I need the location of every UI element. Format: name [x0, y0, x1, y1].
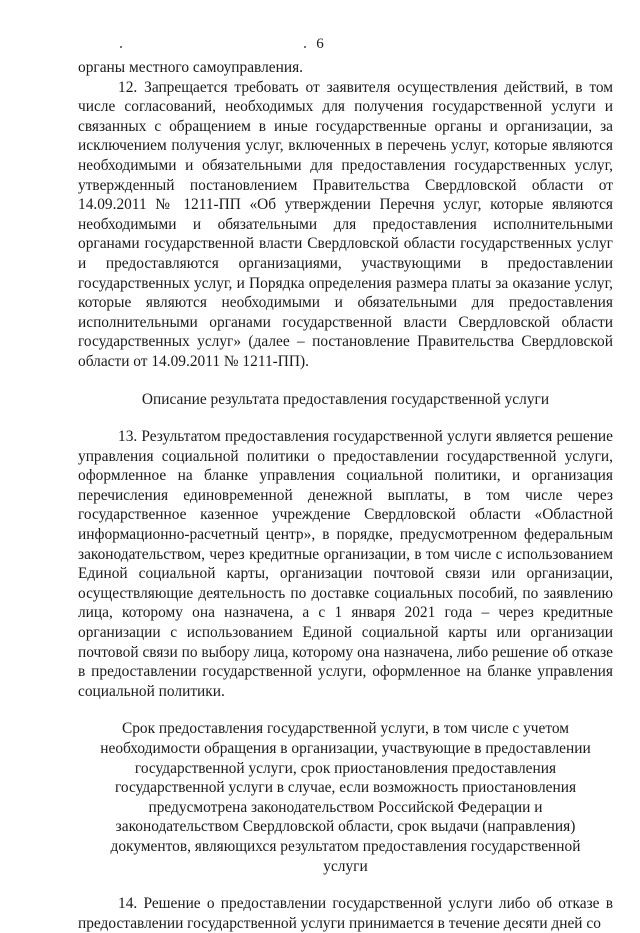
paragraph-14: 14. Решение о предоставлении государственной услуги либо об отказе в предоставлении государственной услуги принимается в течение десяти дней со	[78, 895, 613, 932]
page-number: 6	[316, 36, 324, 52]
paragraph-13: 13. Результатом предоставления государственной услуги является решение управления социальной политики о предоставлении государственной услуги, оформленное на бланке управления социальной политики, и организация перечисления единовременной денежной выплаты, в том числе через государственное казенное учреждение Свердловской области «Областной информационно-расчетный центр», в порядке, предусмотренном федеральным законодательством, через кредитные организации, в том числе с использованием Единой социальной карты, организации почтовой связи или организации, осуществляющие деятельность по доставке социальных пособий, по заявлению лица, которому она назначена, а с 1 января 2021 года – через кредитные организации с использованием Единой социальной карты или организации почтовой связи по выбору лица, которому она назначена, либо решение об отказе в предоставлении государственной услуги, оформленное на бланке управления социальной политики.	[78, 428, 613, 700]
paragraph-continuation: органы местного самоуправления.	[78, 59, 304, 76]
section-heading-term: Срок предоставления государственной услуги, в том числе с учетом необходимости обращения в организации, участвующие в предоставлении государственной услуги, срок приостановления предоставления государственной услуги в случае, если возможность приостановления предусмотрена законодательством Российской Федерации и законодательством Свердловской области, срок выдачи (направления) документов, являющихся результатом предоставления государственной услуги	[100, 720, 591, 875]
paragraph-12: 12. Запрещается требовать от заявителя осуществления действий, в том числе согласований, необходимых для получения государственной услуги и связанных с обращением в иные государственные органы и организации, за исключением получения услуг, включенных в перечень услуг, которые являются необходимыми и обязательными для предоставления государственных услуг, утвержденный постановлением Правительства Свердловской области от 14.09.2011 № 1211-ПП «Об утверждении Перечня услуг, которые являются необходимыми и обязательными для предоставления исполнительными органами государственной власти Свердловской области государственных услуг и предоставляются организациями, участвующими в предоставлении государственных услуг, и Порядка определения размера платы за оказание услуг, которые являются необходимыми и обязательными для предоставления исполнительными органами государственной власти Свердловской области государственных услуг» (далее – постановление Правительства Свердловской области от 14.09.2011 № 1211-ПП).	[78, 78, 613, 370]
document-body	[78, 58, 613, 933]
section-heading-result: Описание результата предоставления государственной услуги	[141, 390, 550, 408]
